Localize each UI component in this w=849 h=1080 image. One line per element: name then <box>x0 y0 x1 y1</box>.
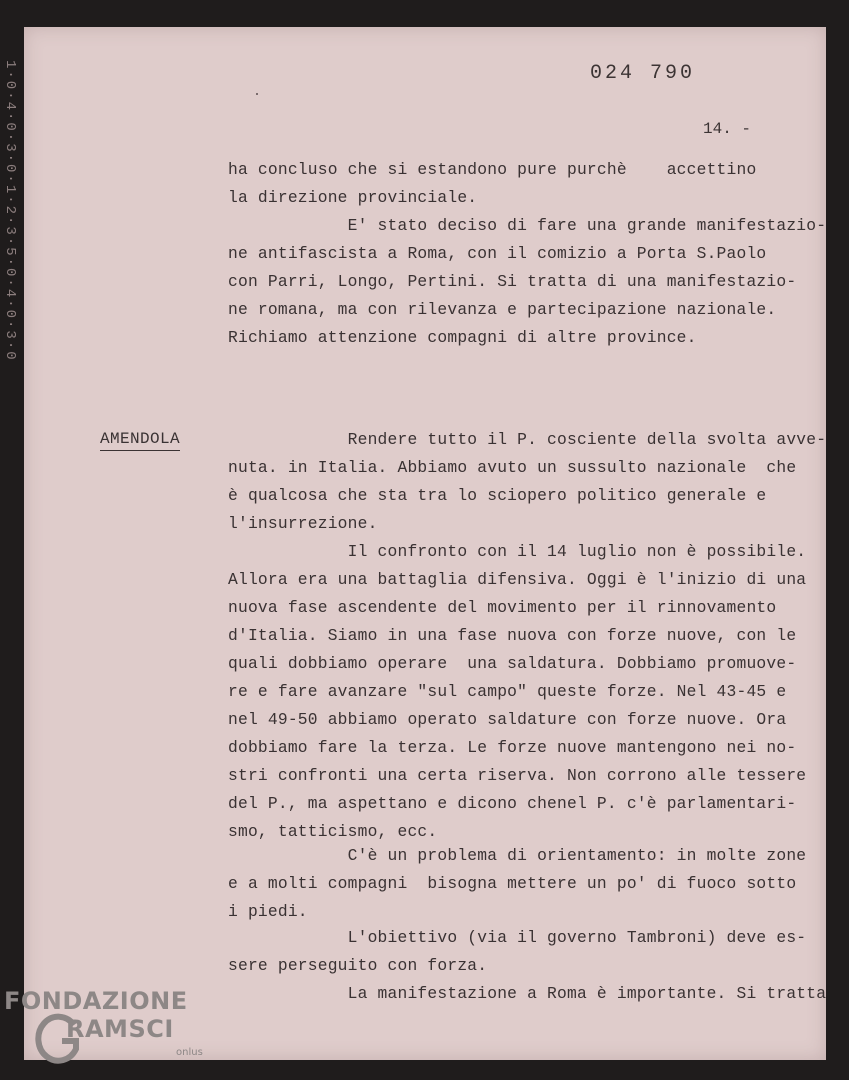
text-line: del P., ma aspettano e dicono chenel P. c'è parlamentari- <box>228 794 797 813</box>
text-line: ha concluso che si estandono pure purchè accettino <box>228 160 757 179</box>
text-line: C'è un problema di orientamento: in molte zone <box>228 846 807 865</box>
text-line: Rendere tutto il P. cosciente della svolta avve- <box>228 430 827 449</box>
text-line: dobbiamo fare la terza. Le forze nuove mantengono nei no- <box>228 738 797 757</box>
text-line: L'obiettivo (via il governo Tambroni) deve es- <box>228 928 807 947</box>
page-number: 14. - <box>703 120 752 138</box>
text-line: i piedi. <box>228 902 308 921</box>
edge-marks: 1·0·4·0·3·0·1·2·3·5·0·4·0·3·0 <box>2 60 18 362</box>
text-line: sere perseguito con forza. <box>228 956 488 975</box>
ink-dot <box>256 93 258 95</box>
logo-text-bottom-label: RAMSCI <box>66 1015 174 1043</box>
text-line: Richiamo attenzione compagni di altre province. <box>228 328 697 347</box>
logo-subtitle: onlus <box>176 1047 203 1058</box>
text-line: nel 49-50 abbiamo operato saldature con forze nuove. Ora <box>228 710 787 729</box>
text-line: e a molti compagni bisogna mettere un po' di fuoco sotto <box>228 874 797 893</box>
watermark-logo <box>4 985 224 1075</box>
text-line: con Parri, Longo, Pertini. Si tratta di una manifestazio- <box>228 272 797 291</box>
text-line: stri confronti una certa riserva. Non corrono alle tessere <box>228 766 807 785</box>
text-line: ne romana, ma con rilevanza e partecipazione nazionale. <box>228 300 777 319</box>
text-line: è qualcosa che sta tra lo sciopero politico generale e <box>228 486 767 505</box>
logo-text-bottom <box>66 1015 174 1043</box>
text-line: quali dobbiamo operare una saldatura. Dobbiamo promuove- <box>228 654 797 673</box>
speaker-name: AMENDOLA <box>100 430 180 451</box>
text-line: re e fare avanzare "sul campo" queste forze. Nel 43-45 e <box>228 682 787 701</box>
text-line: smo, tatticismo, ecc. <box>228 822 438 841</box>
text-line: Allora era una battaglia difensiva. Oggi è l'inizio di una <box>228 570 807 589</box>
text-line: d'Italia. Siamo in una fase nuova con forze nuove, con le <box>228 626 797 645</box>
text-line: nuta. in Italia. Abbiamo avuto un sussulto nazionale che <box>228 458 797 477</box>
text-line: E' stato deciso di fare una grande manifestazio- <box>228 216 827 235</box>
text-line: la direzione provinciale. <box>228 188 478 207</box>
text-line: l'insurrezione. <box>228 514 378 533</box>
text-line: La manifestazione a Roma è importante. Si tratta <box>228 984 827 1003</box>
text-line: ne antifascista a Roma, con il comizio a Porta S.Paolo <box>228 244 767 263</box>
document-number: 024 790 <box>590 62 696 85</box>
text-line: nuova fase ascendente del movimento per il rinnovamento <box>228 598 777 617</box>
text-line: Il confronto con il 14 luglio non è possibile. <box>228 542 807 561</box>
logo-text-top: FONDAZIONE <box>4 987 188 1015</box>
